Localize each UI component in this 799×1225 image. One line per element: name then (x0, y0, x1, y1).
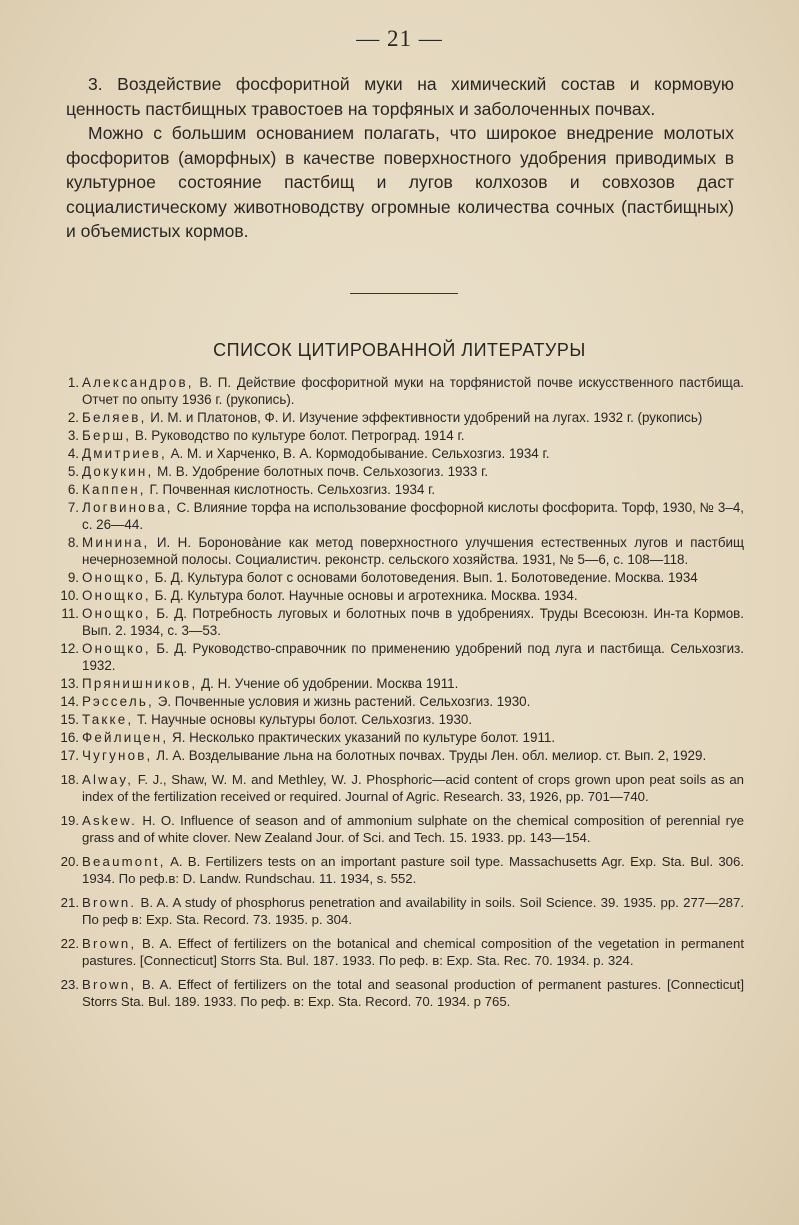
reference-item (52, 587, 744, 604)
reference-item (52, 534, 744, 568)
reference-number: 19. (60, 813, 79, 828)
reference-author: Онощко, (82, 570, 151, 585)
reference-author: Онощко, (82, 606, 151, 621)
reference-author: Александров, (82, 375, 194, 390)
reference-author: Логвинова, (82, 500, 173, 515)
reference-author: Чугунов, (82, 748, 153, 763)
reference-text: Э. Почвенные условия и жизнь растений. Сельхозгиз. 1930. (153, 694, 531, 709)
reference-number: 7. (67, 500, 79, 515)
reference-text: Я. Несколько практических указаний по культуре болот. 1911. (168, 730, 556, 745)
reference-number: 2. (67, 410, 79, 425)
reference-item (52, 481, 744, 498)
reference-number: 20. (60, 854, 79, 869)
reference-item (52, 729, 744, 746)
reference-author: Beaumont, (82, 854, 166, 869)
reference-item (52, 409, 744, 426)
reference-number: 14. (60, 694, 79, 709)
reference-text: B. A. A study of phosphorus penetration and availability in soils. Soil Science. 39. 1935. pp. 277—287. По реф в: Exp. Sta. Record. 73. 1935. p. 304. (82, 895, 744, 927)
reference-number: 13. (60, 676, 79, 691)
reference-item (52, 374, 744, 408)
reference-item (52, 813, 744, 846)
reference-item (52, 693, 744, 710)
reference-number: 12. (60, 641, 79, 656)
reference-text: Т. Научные основы культуры болот. Сельхозгиз. 1930. (133, 712, 473, 727)
reference-text: Б. Д. Потребность луговых и болотных почв в удобрениях. Труды Всесоюзн. Ин-та Кормов. Вып. 2. 1934, с. 3—53. (82, 606, 744, 638)
reference-number: 9. (67, 570, 79, 585)
reference-text: Б. Д. Руководство-справочник по применению удобрений под луга и пастбища. Сельхозгиз. 1932. (82, 641, 744, 673)
reference-item (52, 772, 744, 805)
reference-number: 3. (67, 428, 79, 443)
reference-text: H. O. Influence of season and of ammonium sulphate on the chemical composition of perennial rye grass and of white clover. New Zealand Jour. of Sci. and Tech. 15. 1933. pp. 143—154. (82, 813, 744, 845)
reference-text: Д. Н. Учение об удобрении. Москва 1911. (197, 676, 459, 691)
reference-author: Берш, (82, 428, 132, 443)
reference-author: Докукин, (82, 464, 154, 479)
reference-item (52, 895, 744, 928)
reference-item (52, 605, 744, 639)
reference-text: A. B. Fertilizers tests on an important pasture soil type. Massachusetts Agr. Exp. Sta. Bul. 306. 1934. По реф.в: D. Landw. Rundschau. 11. 1934, s. 552. (82, 854, 744, 886)
reference-number: 4. (67, 446, 79, 461)
reference-number: 18. (60, 772, 79, 787)
reference-author: Такке, (82, 712, 134, 727)
section-divider (350, 293, 458, 294)
reference-author: Каппен, (82, 482, 146, 497)
reference-item (52, 640, 744, 674)
reference-item (52, 675, 744, 692)
reference-item (52, 445, 744, 462)
reference-number: 22. (60, 936, 79, 951)
bibliography-title: СПИСОК ЦИТИРОВАННОЙ ЛИТЕРАТУРЫ (213, 340, 586, 360)
reference-text: Л. А. Возделывание льна на болотных почвах. Труды Лен. обл. мелиор. ст. Вып. 2, 1929. (152, 748, 707, 763)
reference-author: Беляев, (82, 410, 147, 425)
reference-author: Alway, (82, 772, 134, 787)
reference-author: Минина, (82, 535, 150, 550)
reference-number: 15. (60, 712, 79, 727)
reference-item (52, 977, 744, 1010)
reference-text: Г. Почвенная кислотность. Сельхозгиз. 1934 г. (145, 482, 436, 497)
reference-number: 21. (60, 895, 79, 910)
reference-author: Дмитриев, (82, 446, 167, 461)
reference-author: Фейлицен, (82, 730, 169, 745)
reference-number: 17. (60, 748, 79, 763)
reference-text: И. Н. Бороновàние как метод поверхностного улучшения естественных лугов и пастбищ нечерноземной полосы. Социалистич. реконстр. сельского хозяйства. 1931, № 5—6, с. 108—118. (82, 535, 744, 567)
intro-paragraph-2: Можно с большим основанием полагать, что широкое внедрение молотых фосфоритов (аморфных) в качестве поверхностного удобрения приводимых в культурное состояние пастбищ и лугов колхозов и совхозов даст социалистическому животноводству огромные количества сочных (пастбищных) и объемистых кормов. (66, 123, 734, 241)
reference-number: 5. (67, 464, 79, 479)
reference-number: 8. (67, 535, 79, 550)
reference-number: 16. (60, 730, 79, 745)
reference-text: В. П. Действие фосфоритной муки на торфянистой почве искусственного пастбища. Отчет по опыту 1936 г. (рукопись). (82, 375, 744, 407)
reference-author: Рэссель, (82, 694, 154, 709)
reference-item (52, 711, 744, 728)
reference-item (52, 854, 744, 887)
page-number: — 21 — (356, 26, 443, 51)
reference-text: B. A. Effect of fertilizers on the total and seasonal production of permanent pastures. [Connecticut] Storrs Sta. Bul. 189. 1933. По реф. в: Exp. Sta. Record. 70. 1934. p 765. (82, 977, 744, 1009)
intro-paragraph-1: 3. Воздействие фосфоритной муки на химический состав и кормовую ценность пастбищных травостоев на торфяных и заболоченных почвах. (66, 74, 734, 119)
reference-text: И. М. и Платонов, Ф. И. Изучение эффективности удобрений на лугах. 1932 г. (рукопись) (146, 410, 703, 425)
reference-number: 6. (67, 482, 79, 497)
reference-author: Brown, (82, 936, 137, 951)
reference-author: Онощко, (82, 641, 151, 656)
reference-item (52, 569, 744, 586)
reference-text: Б. Д. Культура болот с основами болотоведения. Вып. 1. Болотоведение. Москва. 1934 (150, 570, 698, 585)
reference-item (52, 427, 744, 444)
reference-text: Б. Д. Культура болот. Научные основы и агротехника. Москва. 1934. (150, 588, 578, 603)
reference-text: B. A. Effect of fertilizers on the botanical and chemical composition of the vegetation in permanent pastures. [Connecticut] Storrs Sta. Bul. 187. 1933. По реф. в: Exp. Sta. Rec. 70. 1934. p. 324. (82, 936, 744, 968)
reference-number: 10. (60, 588, 79, 603)
reference-author: Brown. (82, 895, 137, 910)
reference-author: Онощко, (82, 588, 151, 603)
reference-item (52, 936, 744, 969)
reference-list (52, 374, 744, 1011)
reference-text: F. J., Shaw, W. M. and Methley, W. J. Phosphoric—acid content of crops grown upon peat soils as an index of the fertilization received or required. Journal of Agric. Research. 33, 1926, pp. 701—740. (82, 772, 744, 804)
reference-number: 1. (67, 375, 79, 390)
reference-item (52, 463, 744, 480)
reference-text: А. М. и Харченко, В. А. Кормодобывание. Сельхозгиз. 1934 г. (166, 446, 550, 461)
reference-text: С. Влияние торфа на использование фосфорной кислоты фосфорита. Торф, 1930, № 3–4, с. 26—44. (82, 500, 744, 532)
reference-author: Прянишников, (82, 676, 198, 691)
reference-number: 11. (61, 606, 79, 621)
reference-item (52, 747, 744, 764)
reference-number: 23. (60, 977, 79, 992)
reference-author: Askew. (82, 813, 137, 828)
reference-author: Brown, (82, 977, 137, 992)
intro-section (66, 72, 734, 244)
reference-text: М. В. Удобрение болотных почв. Сельхозогиз. 1933 г. (153, 464, 489, 479)
reference-text: В. Руководство по культуре болот. Петроград. 1914 г. (131, 428, 465, 443)
reference-item (52, 499, 744, 533)
